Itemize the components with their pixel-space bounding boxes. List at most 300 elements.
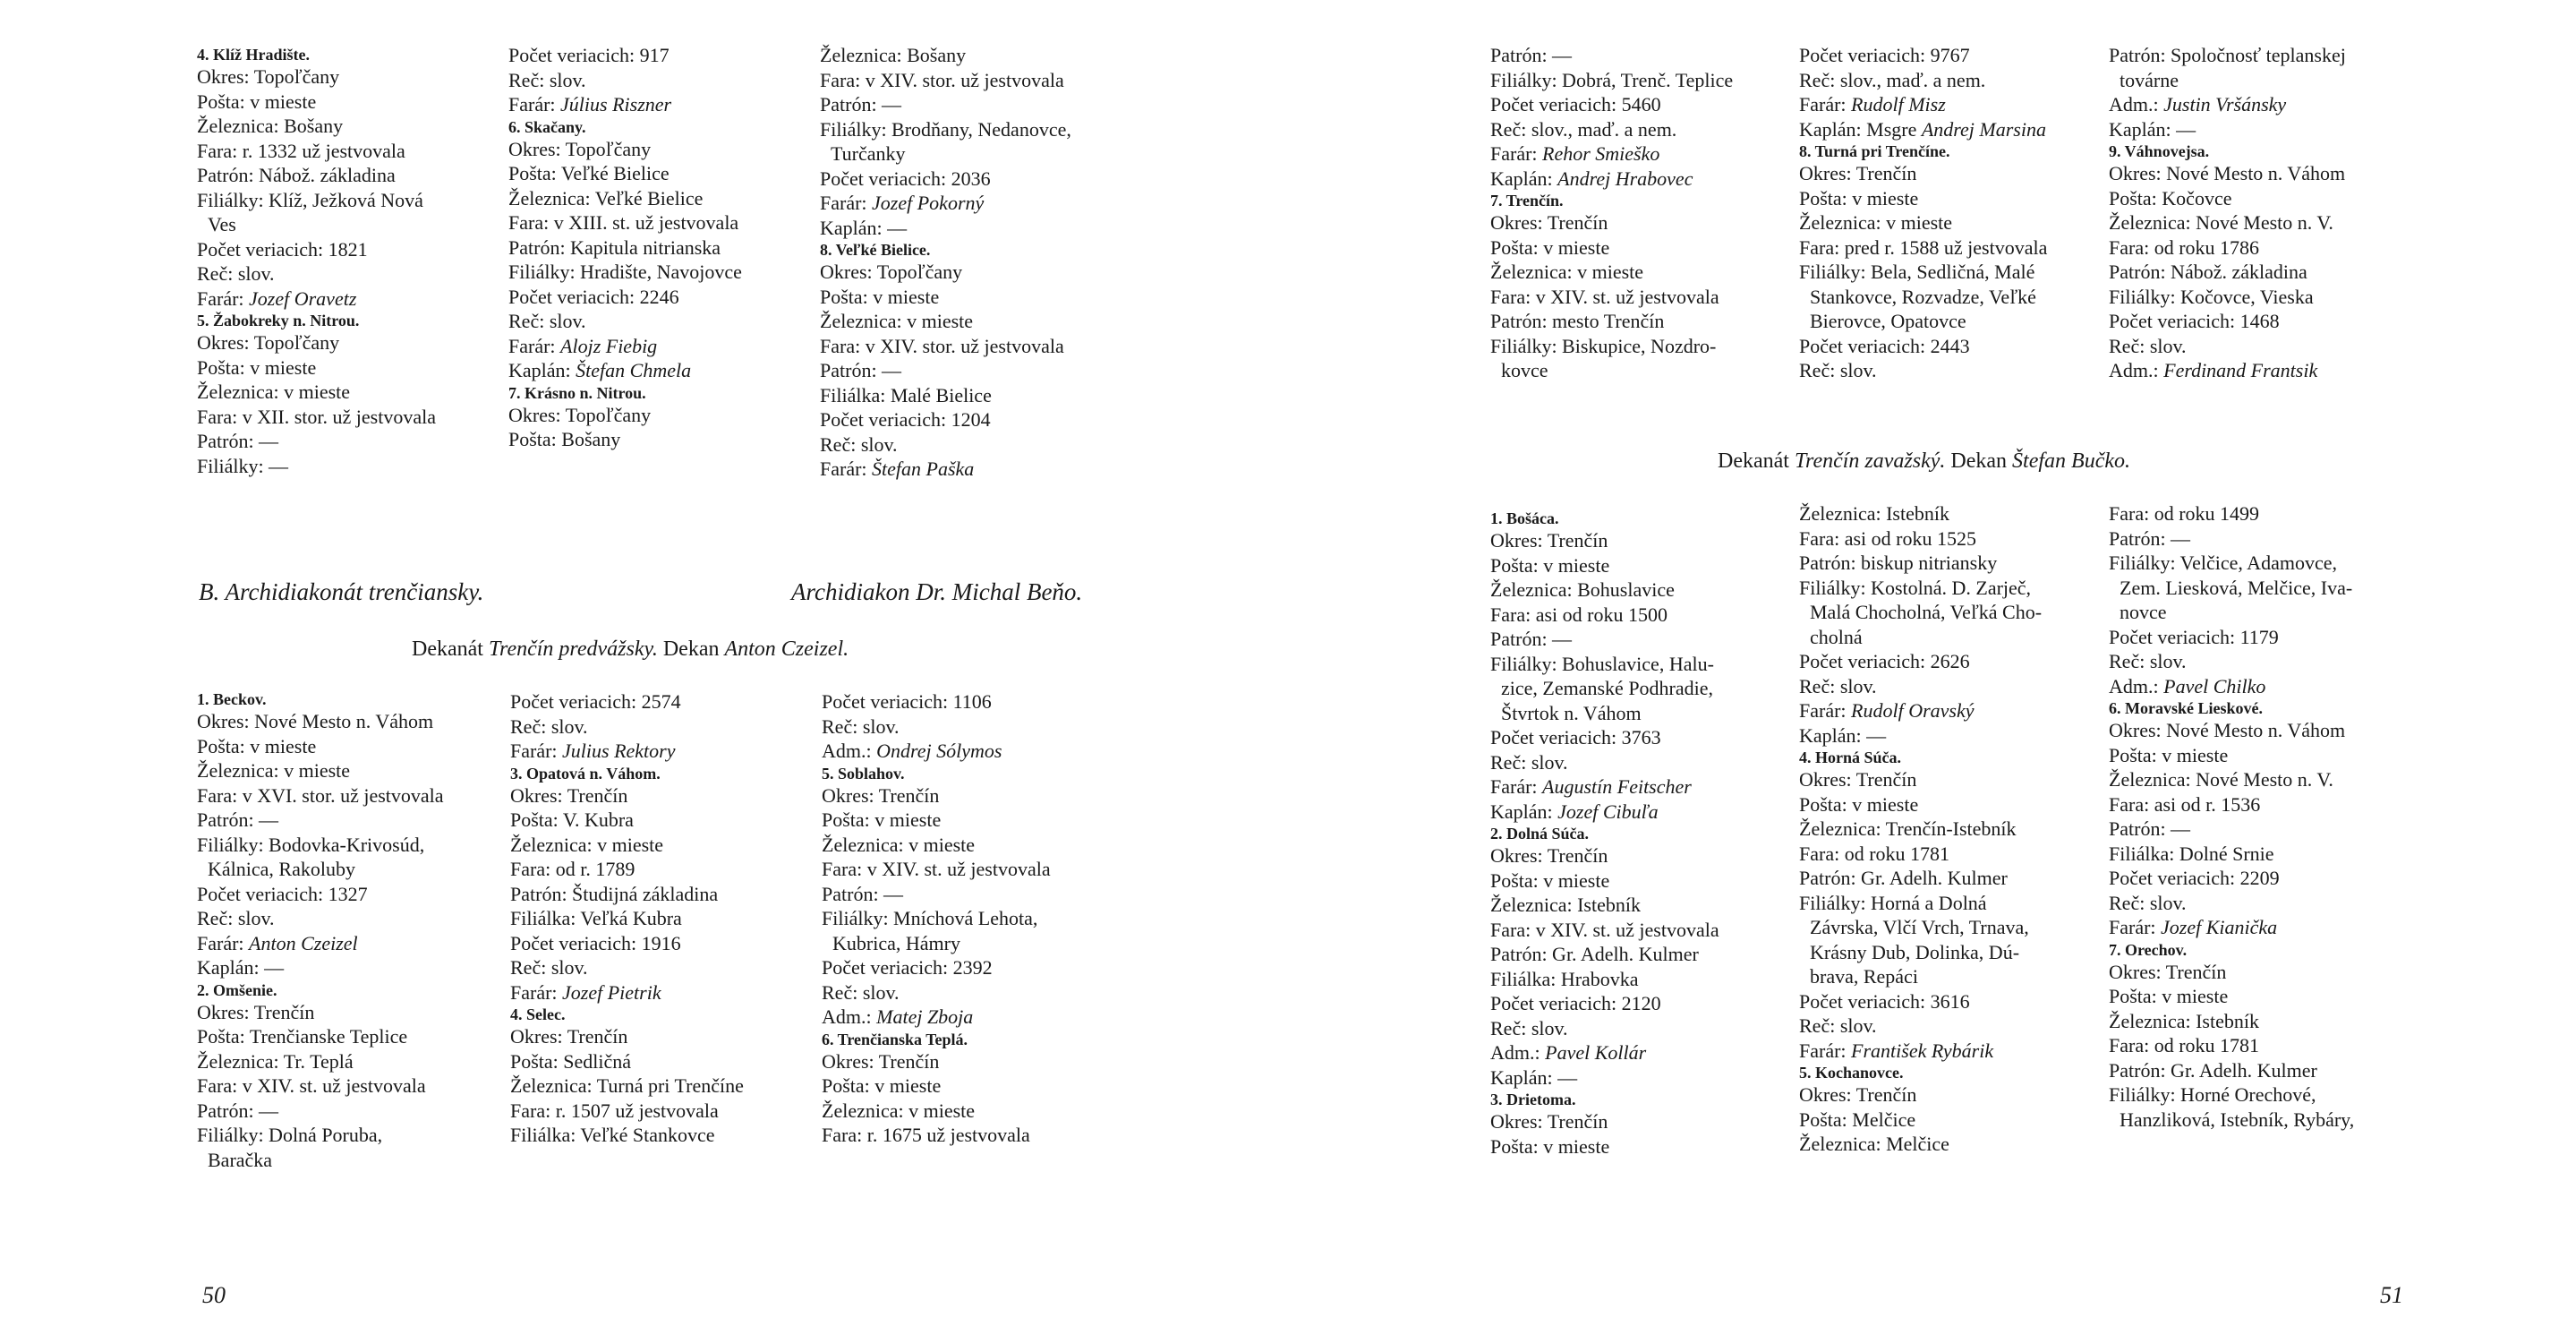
entry-line [1799, 891, 2103, 916]
entry-continuation-line [2109, 1108, 2413, 1133]
text-run: Počet veriacich: 1327 [197, 882, 368, 905]
text-run: Filiálky: Biskupice, Nozdro- [1490, 334, 1717, 357]
entry-line [508, 210, 813, 235]
text-run: továrne [2120, 68, 2179, 91]
text-run: Okres: Trenčín [822, 1049, 940, 1073]
entry-line [822, 689, 1126, 714]
text-run: Hanzliková, Istebník, Rybáry, [2120, 1108, 2355, 1131]
text-run: Adm.: [2109, 93, 2164, 115]
text-run: Patrón: Spoločnosť teplanskej [2109, 44, 2346, 66]
text-run: Pošta: v mieste [1799, 792, 1919, 816]
entry-line [197, 188, 501, 213]
text-run: Farár: [508, 334, 561, 357]
text-run: Kaplán: — [197, 956, 285, 979]
entry-continuation-line [1799, 625, 2103, 650]
entry-line [1490, 725, 1795, 750]
text-run: Železnica: Nové Mesto n. V. [2109, 768, 2333, 791]
text-run: Počet veriacich: 2120 [1490, 992, 1661, 1014]
entry-line [2109, 1033, 2413, 1058]
text-run: Pošta: v mieste [1490, 235, 1610, 259]
text-run: Fara: v XIV. st. už jestvovala [1490, 918, 1719, 941]
text-run: Pošta: v mieste [2109, 985, 2229, 1007]
text-run: Železnica: Bošany [820, 44, 967, 66]
text-run: Železnica: v mieste [822, 1099, 976, 1122]
right-top-col-2 [1799, 43, 2103, 383]
text-run: Filiálky: Horné Orechové, [2109, 1083, 2316, 1106]
text-run: Pošta: v mieste [822, 1074, 942, 1097]
parish-heading: 4. Horná Súča. [1799, 748, 1902, 766]
text-run: Fara: asi od r. 1536 [2109, 792, 2261, 816]
entry-line [1490, 800, 1795, 825]
entry-line [1490, 774, 1795, 800]
entry-line [1490, 868, 1795, 894]
text-run: Železnica: v mieste [197, 759, 351, 782]
text-run: Farár: [2109, 916, 2162, 938]
entry-line [1490, 750, 1795, 775]
text-run: Reč: slov., maď. a nem. [1490, 117, 1677, 141]
text-run: Patrón: — [2109, 526, 2191, 550]
text-run: zice, Zemanské Podhradie, [1501, 677, 1714, 699]
entry-line [197, 955, 501, 980]
text-run: Počet veriacich: 9767 [1799, 44, 1970, 66]
text-run: Počet veriacich: 1468 [2109, 310, 2280, 332]
text-run: Adm.: [2109, 359, 2164, 381]
entry-line [1490, 627, 1795, 652]
entry-line [822, 714, 1126, 740]
text-run: Pošta: Melčice [1799, 1108, 1916, 1131]
text-run: Pošta: v mieste [197, 734, 317, 757]
text-run: Patrón: — [197, 1099, 279, 1122]
entry-line [1799, 792, 2103, 817]
right-top-col-1 [1490, 43, 1795, 383]
entry-line [1799, 576, 2103, 601]
entry-line [820, 117, 1124, 142]
text-run: Reč: slov. [1799, 359, 1877, 381]
text-run: Počet veriacich: 5460 [1490, 93, 1661, 115]
text-run: Reč: slov., maď. a nem. [1799, 68, 1986, 91]
text-run: Okres: Trenčín [197, 1000, 315, 1023]
entry-line [822, 906, 1126, 931]
text-run: Počet veriacich: 2392 [822, 956, 993, 979]
text-run: Filiálky: Horná a Dolná [1799, 891, 1987, 914]
text-run: Filiálka: Dolné Srnie [2109, 842, 2274, 865]
italic-name-text: Andrej Marsina [1921, 117, 2046, 141]
text-run: Filiálky: Bohuslavice, Halu- [1490, 652, 1714, 675]
entry-line [1799, 358, 2103, 383]
text-run: Pošta: Sedličná [510, 1049, 632, 1073]
right-page [1288, 0, 2576, 1343]
entry-line [1799, 842, 2103, 867]
entry-line [822, 1123, 1126, 1148]
entry-line [508, 137, 813, 162]
text-run: Filiálka: Veľké Stankovce [510, 1124, 715, 1146]
entry-line [2109, 649, 2413, 674]
text-run: Železnica: Istebník [1799, 502, 1949, 525]
text-run: Zem. Liesková, Melčice, Iva- [2120, 576, 2353, 599]
text-run: Kaplán: — [2109, 117, 2196, 141]
text-run: Farár: [820, 458, 873, 480]
text-run: Fara: v XIV. stor. už jestvovala [820, 334, 1064, 357]
text-run: Fara: v XIV. st. už jestvovala [822, 858, 1051, 880]
text-run: Počet veriacich: 3763 [1490, 726, 1661, 748]
text-run: Počet veriacich: 2443 [1799, 334, 1970, 357]
entry-line [1490, 260, 1795, 285]
entry-continuation-line [820, 141, 1124, 167]
entry-line [197, 114, 501, 139]
entry-line [822, 783, 1126, 808]
entry-continuation-line [1799, 285, 2103, 310]
text-run: Okres: Trenčín [510, 1025, 628, 1048]
text-run: Železnica: Tr. Teplá [197, 1049, 354, 1073]
text-run: Pošta: Kočovce [2109, 186, 2232, 210]
text-run: Krásny Dub, Dolinka, Dú- [1810, 940, 2020, 963]
entry-line [2109, 551, 2413, 576]
text-run: Reč: slov. [2109, 891, 2187, 914]
dekanat-heading-left [412, 637, 849, 662]
text-run: Bierovce, Opatovce [1810, 310, 1966, 332]
text-run: Fara: od r. 1789 [510, 858, 635, 880]
entry-line [2109, 817, 2413, 842]
entry-line [1799, 817, 2103, 842]
text-run: Adm.: [1490, 1041, 1546, 1064]
left-top-col-3 [820, 43, 1124, 482]
entry-line [820, 432, 1124, 458]
text-run: Štvrtok n. Váhom [1501, 701, 1642, 724]
text-run: Pošta: Veľké Bielice [508, 162, 670, 184]
text-run: Okres: Nové Mesto n. Váhom [2109, 162, 2346, 184]
parish-heading: 7. Krásno n. Nitrou. [508, 383, 646, 402]
entry-line [1799, 989, 2103, 1014]
entry-line [510, 1024, 815, 1049]
entry-line [2109, 1082, 2413, 1108]
entry-line [1799, 1014, 2103, 1039]
entry-line [1799, 161, 2103, 186]
text-run: Patrón: Nábož. základina [2109, 261, 2307, 283]
text-run: Adm.: [2109, 674, 2164, 697]
entry-line [1799, 1132, 2103, 1157]
text-run: Patrón: — [1490, 628, 1573, 650]
entry-line [822, 808, 1126, 833]
text-run: Farár: [1490, 775, 1543, 798]
entry-line [510, 808, 815, 833]
page-number-right: 51 [2380, 1282, 2403, 1308]
text-run: Počet veriacich: 1204 [820, 408, 991, 431]
entry-line [510, 955, 815, 980]
parish-heading: 7. Orechov. [2109, 940, 2188, 959]
entry-line [820, 383, 1124, 408]
entry-line [1799, 674, 2103, 699]
entry-line [822, 980, 1126, 1005]
entry-line [508, 427, 813, 452]
text-run: Závrska, Vlčí Vrch, Trnava, [1810, 916, 2029, 938]
left-bottom-col-1 [197, 689, 501, 1172]
text-run: Železnica: v mieste [1490, 261, 1644, 283]
entry-line [1799, 526, 2103, 552]
text-run: Okres: Trenčín [1799, 162, 1917, 184]
archidiakonat-title: B. Archidiakonát trenčiansky. [199, 578, 484, 605]
text-run: Pošta: v mieste [820, 285, 940, 308]
text-run: Pošta: v mieste [1490, 868, 1610, 892]
parish-heading: 6. Moravské Lieskové. [2109, 699, 2263, 717]
parish-heading: 8. Veľké Bielice. [820, 241, 931, 259]
entry-line [822, 955, 1126, 980]
entry-line [1490, 334, 1795, 359]
entry-line [1490, 141, 1795, 167]
text-run: Dekan [657, 637, 725, 661]
italic-name-text: Štefan [2012, 449, 2067, 473]
entry-line [2109, 43, 2413, 68]
text-run: Okres: Trenčín [1490, 1110, 1608, 1133]
entry-line [510, 739, 815, 764]
entry-line [1490, 942, 1795, 967]
text-run: Farár: [197, 287, 250, 310]
text-run: Pošta: v mieste [822, 808, 942, 831]
entry-line [197, 1123, 501, 1148]
entry-line [2109, 960, 2413, 985]
parish-heading: 6. Trenčianska Teplá. [822, 1030, 968, 1048]
italic-name-text: Štefan Paška [872, 458, 975, 480]
text-run: Železnica: Turná pri Trenčíne [510, 1074, 744, 1097]
entry-line [822, 1099, 1126, 1124]
entry-line [1799, 1039, 2103, 1064]
entry-line [508, 43, 813, 68]
dekanat-heading-right [1718, 449, 2130, 474]
entry-line [2109, 285, 2413, 310]
entry-line [510, 833, 815, 858]
parish-heading: 4. Klíž Hradište. [197, 46, 310, 64]
entry-line [2109, 984, 2413, 1009]
text-run: Filiálky: Bela, Sedličná, Malé [1799, 261, 2035, 283]
text-run: Adm.: [822, 740, 877, 762]
text-run: Železnica: Istebník [2109, 1009, 2259, 1032]
italic-name-text: Anton Czeizel [249, 931, 358, 954]
entry-line [1490, 235, 1795, 261]
entry-line [820, 309, 1124, 334]
entry-line [822, 857, 1126, 882]
entry-line [820, 285, 1124, 310]
text-run: Pošta: v mieste [1490, 1134, 1610, 1158]
parish-heading: 7. Trenčín. [1490, 192, 1564, 210]
entry-line [508, 68, 813, 93]
entry-line [1490, 893, 1795, 918]
entry-continuation-line [2109, 68, 2413, 93]
text-run: Počet veriacich: 1821 [197, 237, 368, 261]
entry-line [510, 714, 815, 740]
entry-line [510, 689, 815, 714]
entry-line [820, 334, 1124, 359]
text-run: Okres: Nové Mesto n. Váhom [197, 710, 434, 732]
text-run: Železnica: v mieste [822, 833, 976, 856]
entry-line [508, 285, 813, 310]
text-run: Kaplán: [508, 359, 576, 381]
text-run: Filiálka: Hrabovka [1490, 967, 1639, 990]
text-run: Reč: slov. [820, 432, 898, 456]
text-run: Filiálky: Velčice, Adamovce, [2109, 552, 2337, 574]
entry-line [820, 43, 1124, 68]
text-run: Fara: r. 1332 už jestvovala [197, 139, 405, 162]
entry-line [197, 783, 501, 808]
archidiakon-label: Archidiakon Dr. Michal Beňo. [791, 578, 1083, 605]
text-run: Pošta: v mieste [1799, 186, 1919, 210]
entry-line [197, 882, 501, 907]
text-run: Počet veriacich: 1106 [822, 690, 992, 713]
text-run: Železnica: Melčice [1799, 1133, 1949, 1155]
italic-name-text: Trenčín zavažský. [1794, 449, 1946, 473]
text-run: Dekanát [1718, 449, 1795, 473]
text-run: Filiálky: — [197, 454, 289, 477]
parish-heading: 5. Žabokreky n. Nitrou. [197, 312, 360, 329]
entry-line [1490, 918, 1795, 943]
entry-line [1490, 991, 1795, 1016]
page-number-left: 50 [202, 1282, 226, 1308]
italic-name-text: Jozef Cibuľa [1557, 800, 1659, 823]
italic-name-text: Alojz Fiebig [560, 334, 658, 357]
text-run: Železnica: Trenčín-Istebník [1799, 817, 2017, 840]
italic-name-text: Pavel Kollár [1545, 1041, 1647, 1064]
text-run: Pošta: v mieste [2109, 743, 2229, 766]
text-run: Okres: Trenčín [2109, 960, 2227, 983]
text-run: Reč: slov. [197, 907, 275, 929]
text-run: Fara: r. 1507 už jestvovala [510, 1099, 719, 1122]
text-run: Okres: Trenčín [822, 783, 940, 807]
entry-line [2109, 792, 2413, 817]
italic-name-text: Matej Zboja [876, 1005, 974, 1028]
entry-line [510, 1123, 815, 1148]
entry-line [197, 734, 501, 759]
text-run: Reč: slov. [822, 714, 900, 738]
entry-line [2109, 891, 2413, 916]
entry-line [2109, 674, 2413, 699]
entry-line [1799, 698, 2103, 723]
text-run: Patrón: Kapitula nitrianska [508, 235, 721, 259]
text-run: Kubrica, Hámry [832, 931, 960, 954]
entry-continuation-line [1799, 915, 2103, 940]
entry-line [1490, 117, 1795, 142]
entry-line [197, 64, 501, 90]
entry-line [2109, 235, 2413, 261]
entry-continuation-line [197, 857, 501, 882]
text-run: Reč: slov. [822, 980, 900, 1004]
text-run: Patrón: Nábož. základina [197, 164, 396, 186]
text-run: Počet veriacich: 1916 [510, 931, 681, 954]
entry-line [197, 709, 501, 734]
entry-line [2109, 309, 2413, 334]
entry-line [197, 287, 501, 312]
text-run: Reč: slov. [2109, 650, 2187, 672]
right-bottom-col-1 [1490, 509, 1795, 1159]
entry-line [1490, 43, 1795, 68]
entry-line [1490, 577, 1795, 603]
entry-line [197, 808, 501, 833]
entry-continuation-line [822, 931, 1126, 956]
text-run: Železnica: Bošany [197, 115, 344, 137]
entry-line [508, 358, 813, 383]
text-run: Pošta: v mieste [1490, 553, 1610, 577]
text-run: Železnica: Bohuslavice [1490, 578, 1675, 601]
text-run: Fara: v XIII. st. už jestvovala [508, 211, 739, 234]
italic-name-text: Rudolf Oravský [1851, 699, 1975, 722]
text-run: Filiálky: Dolná Poruba, [197, 1124, 383, 1146]
entry-line [508, 260, 813, 285]
text-run: Okres: Topoľčany [197, 65, 340, 88]
entry-continuation-line [1490, 676, 1795, 701]
parish-heading: 5. Kochanovce. [1799, 1064, 1904, 1082]
text-run: Filiálky: Kostolná. D. Zarječ, [1799, 576, 2032, 599]
text-run: Fara: asi od roku 1525 [1799, 526, 1976, 550]
entry-line [1799, 186, 2103, 211]
entry-line [820, 457, 1124, 482]
entry-line [510, 857, 815, 882]
text-run: Okres: Topoľčany [820, 261, 963, 283]
text-run: Okres: Trenčín [1490, 211, 1608, 234]
text-run: Fara: pred r. 1588 už jestvovala [1799, 235, 2048, 259]
entry-line [1490, 1016, 1795, 1041]
entry-line [197, 1000, 501, 1025]
entry-line [510, 882, 815, 907]
text-run: Fara: v XII. stor. už jestvovala [197, 405, 436, 428]
text-run: Počet veriacich: 2574 [510, 690, 681, 713]
text-run: Patrón: Gr. Adelh. Kulmer [1799, 867, 2008, 889]
entry-line [508, 161, 813, 186]
entry-line [508, 186, 813, 211]
text-run: brava, Repáci [1810, 965, 1918, 988]
entry-line [1799, 43, 2103, 68]
text-run: Železnica: v mieste [197, 381, 351, 403]
text-run: Filiálka: Malé Bielice [820, 383, 992, 406]
text-run: Pošta: Trenčianske Teplice [197, 1025, 408, 1048]
text-run: Reč: slov. [1799, 1014, 1877, 1037]
parish-heading: 3. Drietoma. [1490, 1091, 1576, 1108]
text-run: Patrón: — [2109, 817, 2191, 840]
italic-name-text: Julius Rektory [562, 740, 676, 762]
italic-name-text: Anton Czeizel. [724, 637, 849, 661]
text-run: Reč: slov. [508, 68, 586, 91]
text-run: Okres: Trenčín [1490, 844, 1608, 867]
text-run: Kaplán: — [1490, 1065, 1578, 1089]
text-run: Patrón: — [197, 430, 279, 452]
entry-line [197, 330, 501, 355]
italic-name-text: Rehor Smieško [1542, 142, 1660, 165]
entry-line [822, 739, 1126, 764]
entry-continuation-line [1490, 358, 1795, 383]
text-run: Pošta: V. Kubra [510, 808, 634, 831]
text-run: Farár: [508, 93, 561, 115]
entry-line [2109, 358, 2413, 383]
italic-name-text: Ferdinand Frantsik [2163, 359, 2318, 381]
italic-name-text: Justin Vršánsky [2163, 93, 2287, 115]
left-bottom-col-2 [510, 689, 815, 1148]
text-run: Počet veriacich: 2626 [1799, 650, 1970, 672]
text-run: Okres: Topoľčany [197, 331, 340, 354]
text-run: Stankovce, Rozvadze, Veľké [1810, 285, 2036, 308]
italic-name-text: Jozef Kianička [2161, 916, 2278, 938]
left-top-col-2 [508, 43, 813, 452]
entry-line [197, 90, 501, 115]
entry-continuation-line [2109, 576, 2413, 601]
entry-line [197, 163, 501, 188]
entry-line [822, 1049, 1126, 1074]
text-run: novce [2120, 601, 2167, 623]
entry-line [1490, 528, 1795, 553]
text-run: Fara: od roku 1781 [2109, 1034, 2260, 1056]
text-run: Železnica: Nové Mesto n. V. [2109, 211, 2333, 234]
text-run: Pošta: v mieste [197, 90, 317, 113]
entry-line [1490, 167, 1795, 192]
text-run: Fara: od roku 1499 [2109, 502, 2260, 525]
text-run: Okres: Topoľčany [508, 403, 652, 426]
entry-line [2109, 718, 2413, 743]
text-run: Fara: asi od roku 1500 [1490, 603, 1668, 626]
